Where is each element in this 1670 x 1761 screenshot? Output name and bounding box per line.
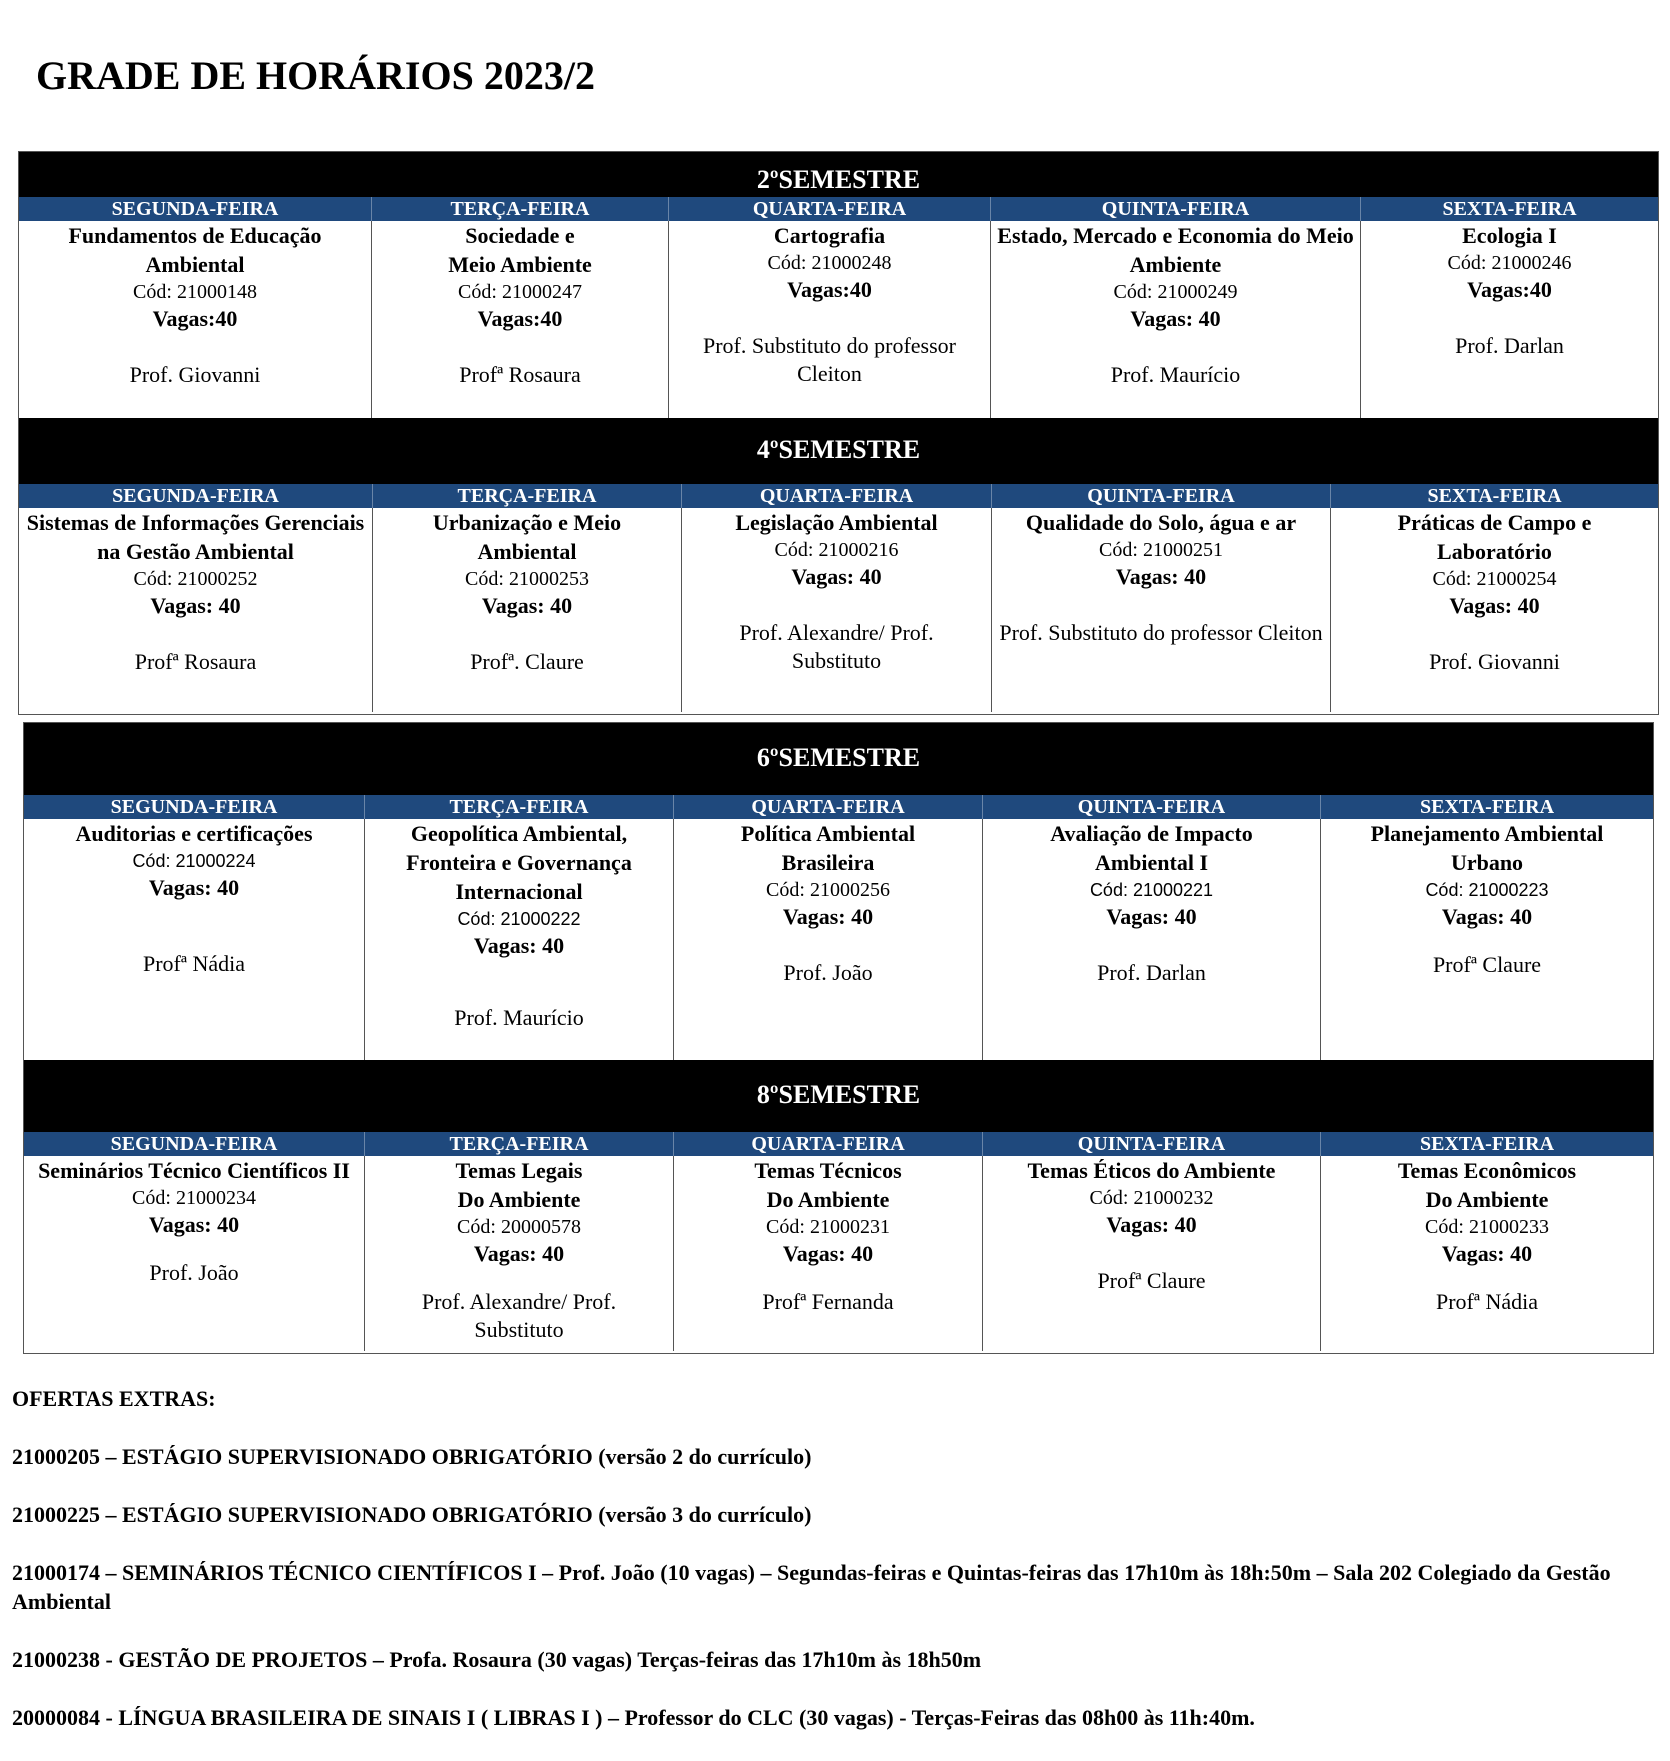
course-professor: Profª Nádia (143, 951, 245, 976)
day-thursday: QUINTA-FEIRA (992, 484, 1331, 508)
semester-header (19, 418, 1658, 484)
course-cell (24, 819, 365, 1060)
course-cell (1321, 1156, 1653, 1351)
day-wednesday: QUARTA-FEIRA (674, 795, 983, 819)
day-friday: SEXTA-FEIRA (1442, 198, 1577, 220)
course-professor: Prof. Maurício (454, 1005, 584, 1030)
course-title: Estado, Mercado e Economia do Meio Ambiente (997, 223, 1354, 277)
course-professor: Prof. João (149, 1260, 239, 1285)
course-cell (983, 1156, 1321, 1351)
course-professor: Profª Claure (1097, 1268, 1206, 1293)
course-professor: Prof. João (783, 960, 873, 985)
course-cell (983, 819, 1321, 1060)
day-wednesday: QUARTA-FEIRA (682, 484, 992, 508)
course-code: Cód: 21000222 (457, 909, 581, 929)
semester-header (19, 152, 1658, 197)
course-title: Práticas de Campo e Laboratório (1397, 510, 1592, 564)
course-cell (365, 819, 674, 1060)
page-title: GRADE DE HORÁRIOS 2023/2 (36, 53, 595, 98)
course-cell (674, 1156, 983, 1351)
course-title: Sistemas de Informações Gerenciais na Gestão Ambiental (26, 510, 365, 564)
course-professor: Prof. Substituto do professor Cleiton (999, 620, 1323, 645)
day-header-row (19, 484, 1658, 508)
course-code: Cód: 21000148 (133, 281, 257, 303)
course-professor: Prof. Giovanni (1429, 649, 1560, 674)
course-professor: Prof. Darlan (1097, 960, 1206, 985)
course-code: Cód: 21000248 (767, 252, 892, 274)
course-professor: Profª. Claure (470, 649, 584, 674)
day-friday: SEXTA-FEIRA (1419, 796, 1555, 818)
extra-offer-item: 21000205 – ESTÁGIO SUPERVISIONADO OBRIGATÓRIO (versão 2 do currículo) (12, 1444, 812, 1469)
course-vagas: Vagas: 40 (791, 564, 882, 589)
course-professor: Profª Nádia (1436, 1289, 1538, 1314)
semester-label: 8ºSEMESTRE (756, 1080, 921, 1109)
course-title: Temas Técnicos Do Ambiente (754, 1158, 902, 1212)
course-vagas: Vagas: 40 (1449, 593, 1540, 618)
course-professor: Prof. Darlan (1455, 333, 1564, 358)
course-code: Cód: 21000223 (1425, 880, 1549, 900)
day-thursday: QUINTA-FEIRA (983, 795, 1321, 819)
course-title: Cartografia (773, 223, 886, 248)
course-code: Cód: 21000252 (133, 568, 258, 590)
course-vagas: Vagas:40 (1467, 277, 1552, 302)
course-cell (19, 221, 372, 418)
extras-heading: OFERTAS EXTRAS: (12, 1386, 216, 1411)
course-code: Cód: 21000247 (458, 281, 582, 303)
course-vagas: Vagas: 40 (148, 875, 240, 900)
course-row (24, 1156, 1653, 1351)
day-monday: SEGUNDA-FEIRA (19, 484, 373, 508)
extra-offer-item: 21000174 – SEMINÁRIOS TÉCNICO CIENTÍFICOS I – Prof. João (10 vagas) – Segundas-feiras e Quintas-feiras das 17h10m às 18h:50m – Sala 202 Colegiado da Gestão Ambiental (12, 1560, 1611, 1614)
course-vagas: Vagas: 40 (1115, 564, 1207, 589)
day-monday: SEGUNDA-FEIRA (24, 1132, 365, 1156)
day-header-row (19, 197, 1658, 221)
course-code: Cód: 20000578 (457, 1216, 581, 1238)
schedule-block-6-8 (23, 722, 1654, 1354)
course-vagas: Vagas: 40 (1130, 306, 1221, 331)
course-row (24, 819, 1653, 1060)
course-vagas: Vagas: 40 (782, 1241, 874, 1266)
semester-label: 2ºSEMESTRE (756, 165, 921, 194)
course-cell (373, 508, 682, 712)
semester-label: 6ºSEMESTRE (756, 743, 921, 772)
day-tuesday: TERÇA-FEIRA (365, 795, 674, 819)
course-title: Auditorias e certificações (75, 821, 313, 846)
course-title: Política Ambiental Brasileira (740, 821, 916, 875)
course-code: Cód: 21000246 (1447, 252, 1572, 274)
course-vagas: Vagas: 40 (1441, 904, 1533, 929)
course-vagas: Vagas: 40 (782, 904, 874, 929)
extra-offers (12, 1384, 1652, 1761)
course-code: Cód: 21000224 (132, 851, 256, 871)
course-title: Geopolítica Ambiental, Fronteira e Governança Internacional (406, 821, 632, 904)
course-title: Temas Éticos do Ambiente (1027, 1158, 1276, 1183)
course-cell (372, 221, 669, 418)
course-vagas: Vagas: 40 (473, 933, 565, 958)
course-code: Cód: 21000233 (1425, 1216, 1549, 1238)
course-cell (1361, 221, 1658, 418)
course-row (19, 221, 1658, 418)
schedule-block-2-4 (18, 151, 1659, 715)
course-title: Qualidade do Solo, água e ar (1025, 510, 1297, 535)
course-professor: Prof. Alexandre/ Prof. Substituto (421, 1289, 617, 1342)
course-professor: Prof. Maurício (1110, 362, 1241, 387)
day-wednesday: QUARTA-FEIRA (669, 197, 991, 221)
course-code: Cód: 21000249 (1113, 281, 1238, 303)
semester-header (24, 723, 1653, 795)
day-monday: SEGUNDA-FEIRA (19, 197, 372, 221)
course-vagas: Vagas: 40 (1441, 1241, 1533, 1266)
course-vagas: Vagas: 40 (150, 593, 241, 618)
day-tuesday: TERÇA-FEIRA (372, 197, 669, 221)
day-thursday: QUINTA-FEIRA (983, 1132, 1321, 1156)
extra-offer-item: 20000084 - LÍNGUA BRASILEIRA DE SINAIS I ( LIBRAS I ) – Professor do CLC (30 vagas) - Terças-Feiras das 08h00 às 11h:40m. (12, 1705, 1255, 1730)
course-title: Urbanização e Meio Ambiental (432, 510, 622, 564)
course-title: Seminários Técnico Científicos II (38, 1158, 350, 1183)
course-vagas: Vagas: 40 (148, 1212, 240, 1237)
day-tuesday: TERÇA-FEIRA (365, 1132, 674, 1156)
course-vagas: Vagas: 40 (1106, 904, 1197, 929)
course-cell (1321, 819, 1653, 1060)
extra-offer-item: 21000225 – ESTÁGIO SUPERVISIONADO OBRIGATÓRIO (versão 3 do currículo) (12, 1502, 812, 1527)
course-professor: Prof. Substituto do professor Cleiton (703, 333, 956, 386)
course-title: Avaliação de Impacto Ambiental I (1050, 821, 1253, 875)
course-code: Cód: 21000231 (766, 1216, 890, 1238)
course-professor: Prof. Alexandre/ Prof. Substituto (739, 620, 934, 673)
course-title: Sociedade e Meio Ambiente (448, 223, 592, 277)
day-wednesday: QUARTA-FEIRA (674, 1132, 983, 1156)
extra-offer-item: 21000238 - GESTÃO DE PROJETOS – Profa. Rosaura (30 vagas) Terças-feiras das 17h10m às 18h50m (12, 1647, 982, 1672)
course-cell (682, 508, 992, 712)
course-professor: Prof. Giovanni (129, 362, 261, 387)
semester-label: 4ºSEMESTRE (756, 435, 921, 464)
course-code: Cód: 21000254 (1432, 568, 1557, 590)
day-header-row (24, 1132, 1653, 1156)
day-friday: SEXTA-FEIRA (1419, 1133, 1555, 1155)
day-thursday: QUINTA-FEIRA (991, 197, 1361, 221)
course-code: Cód: 21000234 (132, 1187, 256, 1209)
course-vagas: Vagas: 40 (473, 1241, 565, 1266)
course-cell (1331, 508, 1658, 712)
course-cell (991, 221, 1361, 418)
course-vagas: Vagas:40 (477, 306, 563, 331)
course-code: Cód: 21000251 (1099, 539, 1223, 561)
course-vagas: Vagas:40 (152, 306, 238, 331)
course-cell (992, 508, 1331, 712)
course-vagas: Vagas:40 (787, 277, 872, 302)
course-title: Planejamento Ambiental Urbano (1370, 821, 1604, 875)
course-professor: Profª Rosaura (134, 649, 257, 674)
course-professor: Profª Rosaura (459, 362, 581, 387)
course-title: Fundamentos de Educação Ambiental (68, 223, 322, 277)
course-title: Legislação Ambiental (735, 510, 938, 535)
course-cell (19, 508, 373, 712)
course-code: Cód: 21000256 (766, 879, 890, 901)
course-vagas: Vagas: 40 (1106, 1212, 1197, 1237)
course-cell (669, 221, 991, 418)
day-friday: SEXTA-FEIRA (1427, 485, 1562, 507)
course-code: Cód: 21000216 (774, 539, 899, 561)
semester-header (24, 1060, 1653, 1132)
course-code: Cód: 21000253 (465, 568, 589, 590)
day-monday: SEGUNDA-FEIRA (24, 795, 365, 819)
course-professor: Profª Claure (1432, 952, 1542, 977)
course-row (19, 508, 1658, 712)
course-code: Cód: 21000221 (1089, 880, 1214, 900)
day-header-row (24, 795, 1653, 819)
course-title: Temas Econômicos Do Ambiente (1397, 1158, 1577, 1212)
course-cell (365, 1156, 674, 1351)
course-title: Ecologia I (1462, 223, 1557, 248)
course-code: Cód: 21000232 (1089, 1187, 1214, 1209)
course-title: Temas Legais Do Ambiente (455, 1158, 583, 1212)
course-cell (674, 819, 983, 1060)
day-tuesday: TERÇA-FEIRA (373, 484, 682, 508)
course-vagas: Vagas: 40 (481, 593, 573, 618)
course-professor: Profª Fernanda (762, 1289, 894, 1314)
course-cell (24, 1156, 365, 1351)
